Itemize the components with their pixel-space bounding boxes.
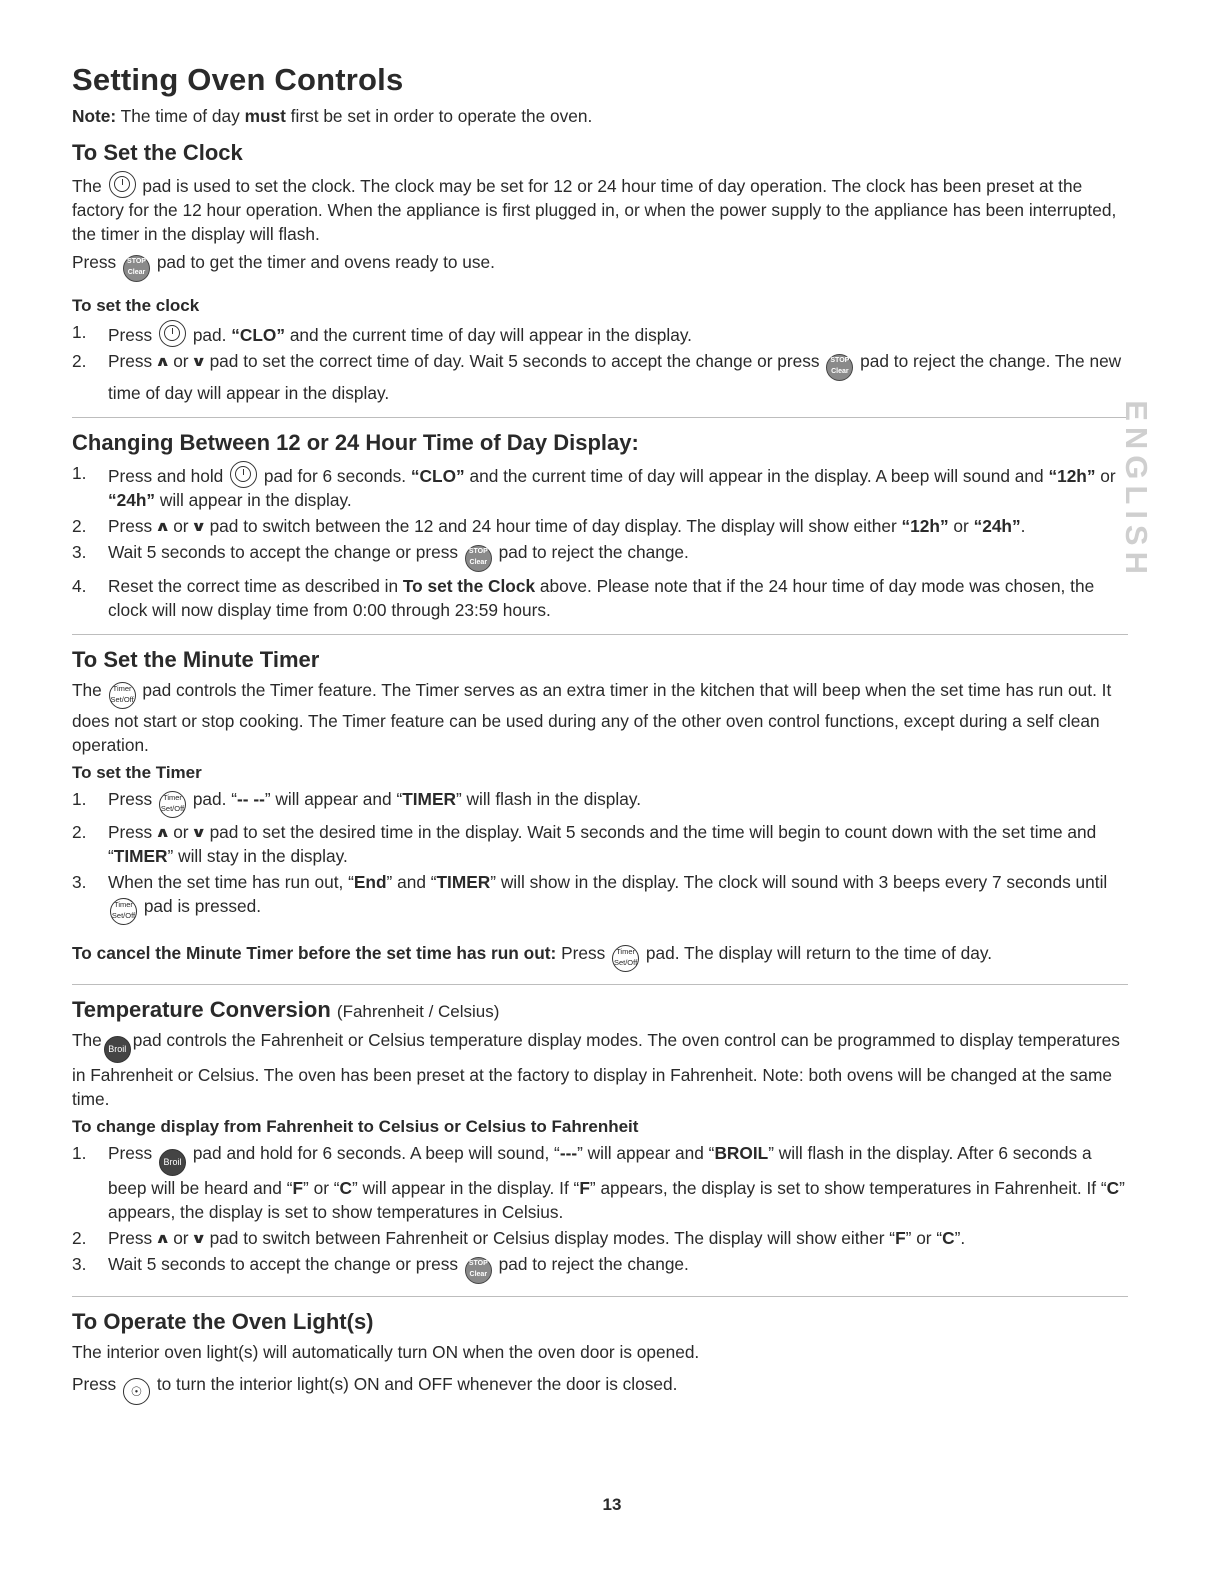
list-item: 2. Press ∧ or ∨ pad to switch between the 12 and 24 hour time of day display. The display will show either “12h” or “24h”. [72, 516, 1026, 536]
down-arrow-icon: ∨ [191, 1230, 208, 1246]
minute-timer-intro: The Timer Set/Off pad controls the Timer feature. The Timer serves as an extra timer in the kitchen that will beep when the set time has run out. It does not start or stop cooking. The Timer feature can be used during any of the other oven control functions, except during a self clean operation. [72, 680, 1112, 755]
timer-pad-icon: Timer Set/Off [110, 898, 137, 925]
list-item: 3. Wait 5 seconds to accept the change or press STOP Clear pad to reject the change. [72, 540, 1128, 572]
clock-pad-icon [159, 320, 186, 347]
up-arrow-icon: ∧ [154, 353, 171, 369]
note: Note: The time of day must first be set in order to operate the oven. [72, 106, 593, 126]
list-item: 2. Press ∧ or ∨ pad to set the correct time of day. Wait 5 seconds to accept the change or press STOP Clear pad to reject the change. The new time of day will appear in the display. [72, 351, 1122, 403]
light-bulb-pad-icon: ☉ [123, 1378, 150, 1405]
minute-timer-heading: To Set the Minute Timer [72, 647, 320, 672]
set-clock-steps [72, 320, 1128, 405]
stop-clear-pad-icon: STOP Clear [465, 545, 492, 572]
language-side-tab: ENGLISH [1119, 400, 1154, 580]
cancel-timer-note: To cancel the Minute Timer before the set time has run out: Press Timer Set/Off pad. The display will return to the time of day. [72, 941, 1128, 972]
manual-page [72, 62, 1128, 1409]
temp-conversion-intro: The Broil pad controls the Fahrenheit or Celsius temperature display modes. The oven control can be programmed to display temperatures in Fahrenheit or Celsius. The oven has been preset at the factory to display in Fahrenheit. Note: both ovens will be changed at the same time. [72, 1030, 1120, 1109]
list-item: 1. Press Timer Set/Off pad. “-- --” will appear and “TIMER” will flash in the display. [72, 787, 1128, 818]
list-item: 4. Reset the correct time as described in To set the Clock above. Please note that if the 24 hour time of day mode was chosen, the clock will now display time from 0:00 through 23:59 hours. [72, 576, 1095, 620]
clock-pad-icon [109, 171, 136, 198]
oven-light-p2: Press ☉ to turn the interior light(s) ON and OFF whenever the door is closed. [72, 1372, 1128, 1405]
set-clock-subheading: To set the clock [72, 296, 200, 315]
page-title: Setting Oven Controls [72, 62, 404, 97]
broil-pad-icon: Broil [159, 1149, 186, 1176]
down-arrow-icon: ∨ [191, 518, 208, 534]
list-item: 1. Press pad. “CLO” and the current time of day will appear in the display. [72, 322, 692, 345]
set-clock-heading: To Set the Clock [72, 140, 243, 165]
list-item: 1. Press Broil pad and hold for 6 seconds. A beep will sound, “---” will appear and “BROIL” will flash in the display. After 6 seconds a beep will be heard and “F” or “C” will appear in the display. If “F” appears, the display is set to show temperatures in Fahrenheit. If “C” appears, the display is set to show temperatures in Celsius. [72, 1143, 1125, 1222]
temp-conversion-subheading: To change display from Fahrenheit to Celsius or Celsius to Fahrenheit [72, 1117, 639, 1136]
hour-display-heading: Changing Between 12 or 24 Hour Time of Day Display: [72, 430, 639, 455]
minute-timer-steps [72, 787, 1128, 925]
hour-display-steps [72, 461, 1128, 622]
list-item: 1. Press and hold pad for 6 seconds. “CLO” and the current time of day will appear in the display. A beep will sound and “12h” or “24h” will appear in the display. [72, 463, 1116, 510]
up-arrow-icon: ∧ [154, 824, 171, 840]
stop-clear-pad-icon: STOP Clear [826, 354, 853, 381]
down-arrow-icon: ∨ [191, 353, 208, 369]
oven-light-heading: To Operate the Oven Light(s) [72, 1309, 374, 1334]
oven-light-p1: The interior oven light(s) will automatically turn ON when the oven door is opened. [72, 1342, 700, 1362]
broil-pad-icon: Broil [104, 1036, 131, 1063]
timer-pad-icon: Timer Set/Off [612, 945, 639, 972]
clock-pad-icon [230, 461, 257, 488]
set-clock-press: Press STOP Clear pad to get the timer and ovens ready to use. [72, 250, 1128, 282]
list-item: 2. Press ∧ or ∨ pad to set the desired time in the display. Wait 5 seconds and the time will begin to count down with the set time and “TIMER” will stay in the display. [72, 822, 1097, 866]
list-item: 2. Press ∧ or ∨ pad to switch between Fahrenheit or Celsius display modes. The display will show either “F” or “C”. [72, 1228, 966, 1248]
minute-timer-subheading: To set the Timer [72, 763, 202, 782]
stop-clear-pad-icon: STOP Clear [123, 255, 150, 282]
list-item: 3. Wait 5 seconds to accept the change or press STOP Clear pad to reject the change. [72, 1252, 1128, 1284]
up-arrow-icon: ∧ [154, 518, 171, 534]
timer-pad-icon: Timer Set/Off [159, 791, 186, 818]
set-clock-intro: The pad is used to set the clock. The clock may be set for 12 or 24 hour time of day operation. The clock has been preset at the factory for the 12 hour operation. When the appliance is first plugged in, or when the power supply to the appliance has been interrupted, the timer in the display will flash. [72, 171, 1128, 246]
divider [72, 417, 1128, 418]
temp-conversion-steps [72, 1141, 1128, 1284]
list-item: 3. When the set time has run out, “End” and “TIMER” will show in the display. The clock will sound with 3 beeps every 7 seconds until Timer Set/Off pad is pressed. [72, 870, 1128, 925]
page-number: 13 [602, 1495, 622, 1514]
timer-pad-icon: Timer Set/Off [109, 682, 136, 709]
stop-clear-pad-icon: STOP Clear [465, 1257, 492, 1284]
divider [72, 634, 1128, 635]
temp-conversion-heading: Temperature Conversion (Fahrenheit / Celsius) [72, 997, 500, 1022]
divider [72, 1296, 1128, 1297]
divider [72, 984, 1128, 985]
up-arrow-icon: ∧ [154, 1230, 171, 1246]
down-arrow-icon: ∨ [191, 824, 208, 840]
